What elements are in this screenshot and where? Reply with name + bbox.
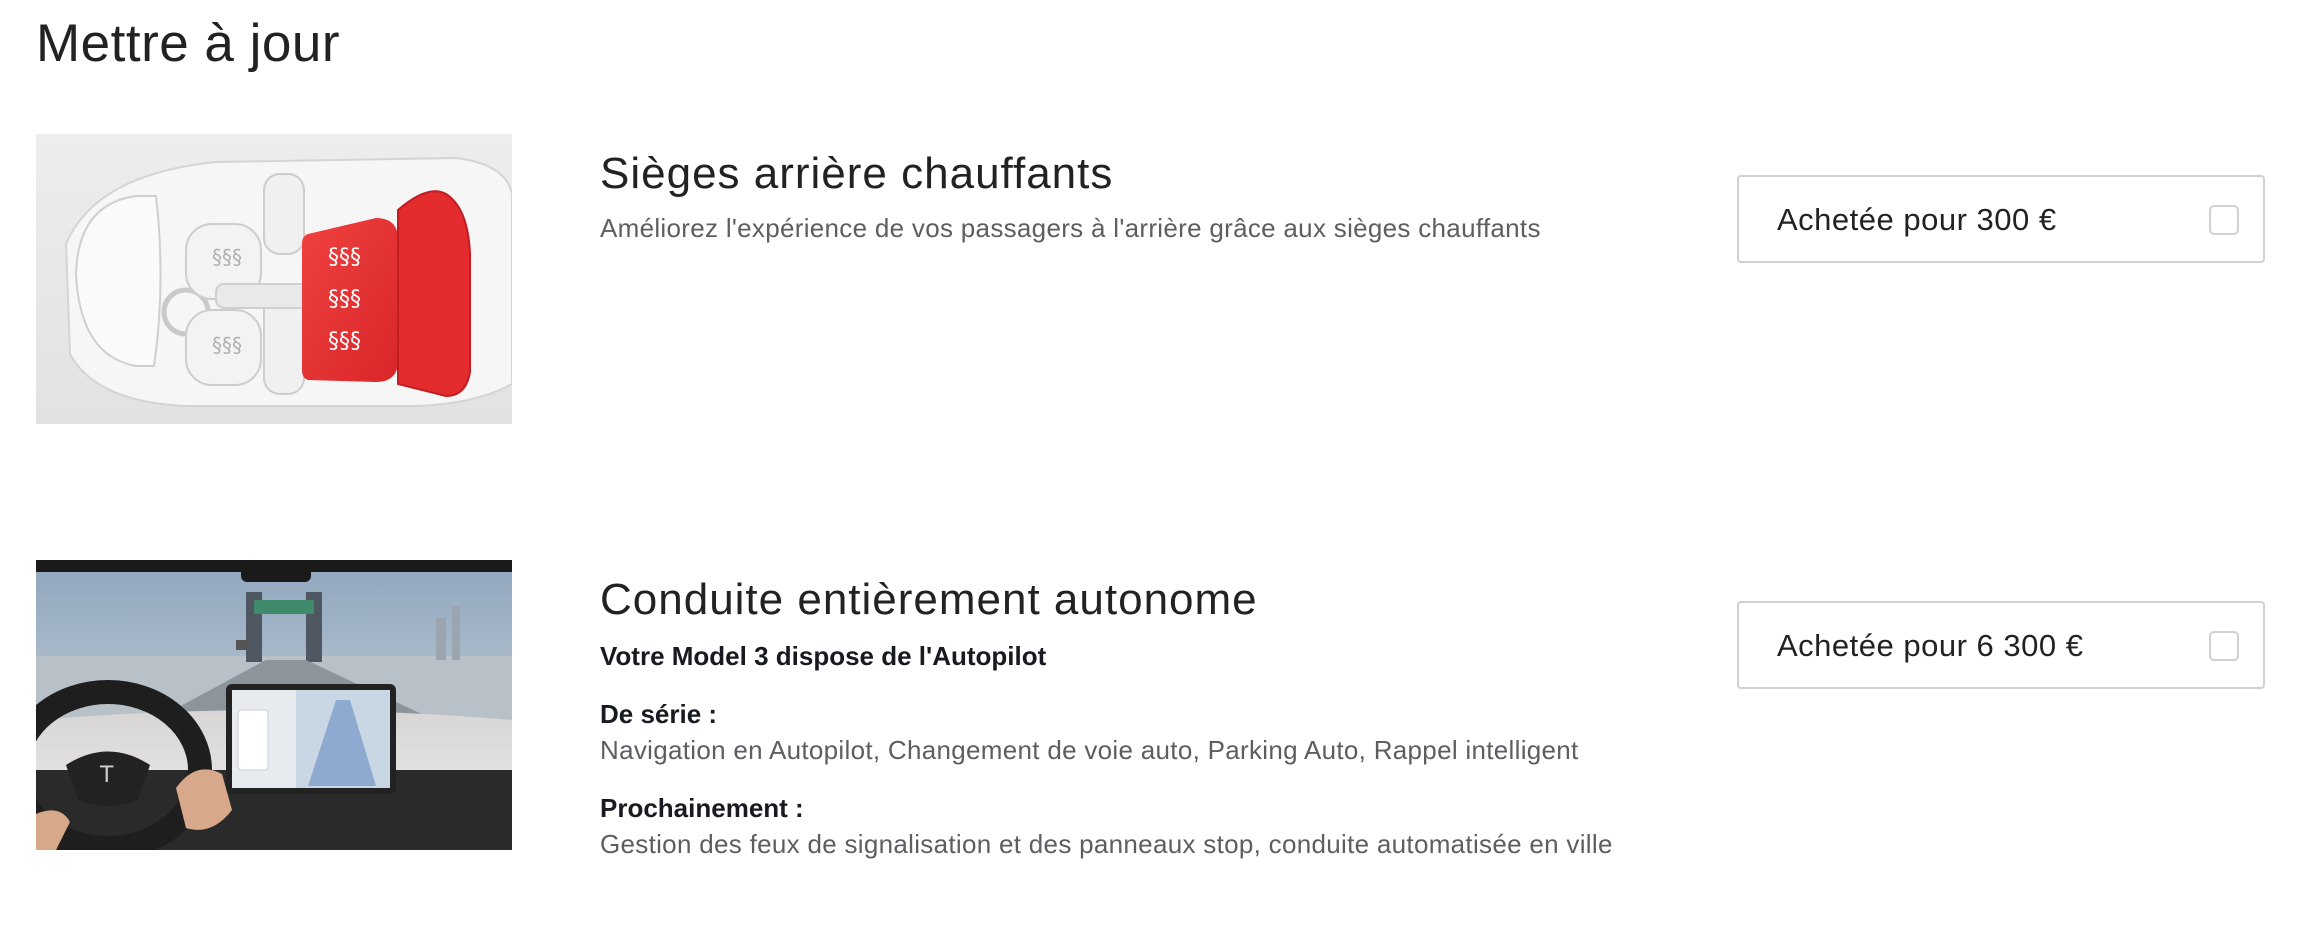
price-label: Achetée pour 300 € bbox=[1777, 202, 2057, 237]
upgrade-subtitle: Votre Model 3 dispose de l'Autopilot bbox=[600, 641, 1047, 671]
svg-text:§§§: §§§ bbox=[328, 245, 361, 270]
price-label: Achetée pour 6 300 € bbox=[1777, 628, 2084, 663]
heated-seats-image bbox=[36, 134, 512, 424]
page-title: Mettre à jour bbox=[36, 14, 341, 73]
upgrade-info bbox=[600, 134, 1660, 246]
upcoming-features: Gestion des feux de signalisation et des panneaux stop, conduite automatisée en ville bbox=[600, 829, 1613, 859]
purchase-option-full-self-driving[interactable] bbox=[1737, 601, 2265, 689]
svg-text:§§§: §§§ bbox=[212, 333, 242, 357]
standard-label: De série : bbox=[600, 699, 718, 729]
upgrade-info bbox=[600, 560, 1660, 862]
standard-features: Navigation en Autopilot, Changement de voie auto, Parking Auto, Rappel intelligent bbox=[600, 735, 1579, 765]
svg-text:§§§: §§§ bbox=[328, 287, 361, 312]
autopilot-cockpit-image bbox=[36, 560, 512, 850]
purchase-option-heated-seats[interactable] bbox=[1737, 175, 2265, 263]
upgrade-description: Améliorez l'expérience de vos passagers à l'arrière grâce aux sièges chauffants bbox=[600, 213, 1541, 243]
purchase-checkbox[interactable] bbox=[2209, 631, 2239, 661]
upcoming-label: Prochainement : bbox=[600, 793, 804, 823]
svg-text:§§§: §§§ bbox=[212, 245, 242, 269]
svg-text:T: T bbox=[100, 763, 114, 788]
purchase-checkbox[interactable] bbox=[2209, 205, 2239, 235]
upgrade-title: Conduite entièrement autonome bbox=[600, 575, 1258, 624]
svg-text:§§§: §§§ bbox=[328, 329, 361, 354]
upgrade-title: Sièges arrière chauffants bbox=[600, 149, 1114, 198]
